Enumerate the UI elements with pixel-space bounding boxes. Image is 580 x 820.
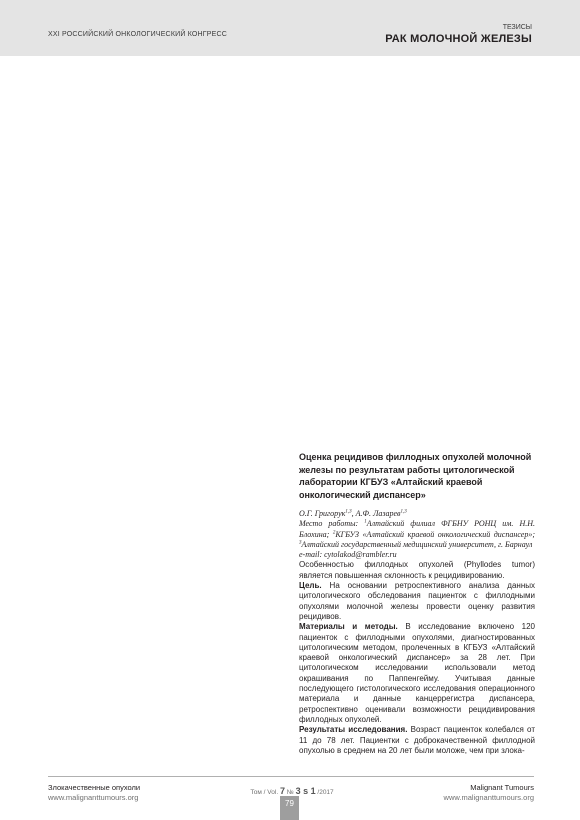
page-number: 79 [280, 796, 299, 820]
journal-url-right[interactable]: www.malignanttumours.org [443, 793, 534, 802]
methods-paragraph [299, 622, 535, 725]
aim-label: Цель. [299, 581, 322, 591]
journal-url-left[interactable]: www.malignanttumours.org [48, 793, 139, 802]
affil-prefix: Место работы: [299, 519, 365, 529]
vol-label: Том / Vol. [250, 789, 280, 796]
issue-number: 3 s 1 [295, 786, 316, 796]
results-label: Результаты исследования. [299, 725, 408, 735]
aim-text: На основании ретроспективного анализа данных цитологического обследования пациенток с филлодными опухолями молочной железы провести оценку развития рецидивов. [299, 581, 535, 621]
affil-text: КГБУЗ «Алтайский краевой онкологический диспансер»; [335, 529, 535, 539]
author-sup: 1,3 [400, 509, 407, 515]
intro-paragraph: Особенностью филлодных опухолей (Phyllodes tumor) является повышенная склонность к рецидивированию. [299, 560, 535, 580]
article-title: Оценка рецидивов филлодных опухолей молочной железы по результатам работы цитологической лаборатории КГБУЗ «Алтайский краевой онкологический диспансер» [299, 452, 532, 500]
affil-sup: 1 [364, 519, 367, 525]
issue-label: № [284, 789, 296, 796]
author-sup: 1,3 [345, 509, 352, 515]
author-name: А.Ф. Лазарев [355, 509, 401, 518]
volume-info [232, 786, 352, 796]
author-name: О.Г. Григорук [299, 509, 346, 518]
vol-number: 7 [279, 786, 285, 796]
article [299, 451, 535, 756]
aim-paragraph [299, 581, 535, 622]
journal-name-en: Malignant Tumours [470, 783, 534, 792]
authors [299, 509, 535, 519]
affil-sup: 2 [332, 529, 336, 535]
rubric-title: РАК МОЛОЧНОЙ ЖЕЛЕЗЫ [385, 33, 532, 45]
results-text: Возраст пациенток колебался от 11 до 78 лет. Пациентки с доброкачественной филлодной опухолью в среднем на 20 лет были моложе, чем при злока- [299, 725, 535, 755]
page-header [0, 0, 580, 56]
affiliations [299, 519, 535, 550]
footer-divider [48, 776, 534, 777]
affil-sup: 3 [299, 540, 302, 546]
results-paragraph [299, 725, 535, 756]
methods-text: В исследование включено 120 пациенток с филлодными опухолями, диагностированных цитологическим методом, пролеченных в КГБУЗ «Алтайский краевой онкологический диспансер» за 28 лет. При цитологическом исследовании использовали метод окрашивания по Паппенгейму. Учитывая данные последующего гистологического исследования операционного материала и данные канцеррегистра диспансера, ретроспективно оценивали возможности рецидивирования филлодных опухолей. [299, 622, 535, 724]
affil-text: Алтайский филиал ФГБНУ РОНЦ им. Н.Н. Блохина; [299, 519, 535, 539]
methods-label: Материалы и методы. [299, 622, 398, 632]
author-email: e-mail: cytolakod@rambler.ru [299, 550, 397, 560]
author-separator: , [351, 509, 356, 518]
year: /2017 [315, 789, 334, 796]
footer-left [48, 783, 140, 803]
footer-right [444, 783, 534, 803]
section-label: ТЕЗИСЫ [502, 24, 532, 31]
affil-text: Алтайский государственный медицинский университет, г. Барнаул [301, 539, 533, 549]
conference-title: XXI РОССИЙСКИЙ ОНКОЛОГИЧЕСКИЙ КОНГРЕСС [48, 31, 228, 38]
journal-name-ru: Злокачественные опухоли [48, 783, 141, 792]
